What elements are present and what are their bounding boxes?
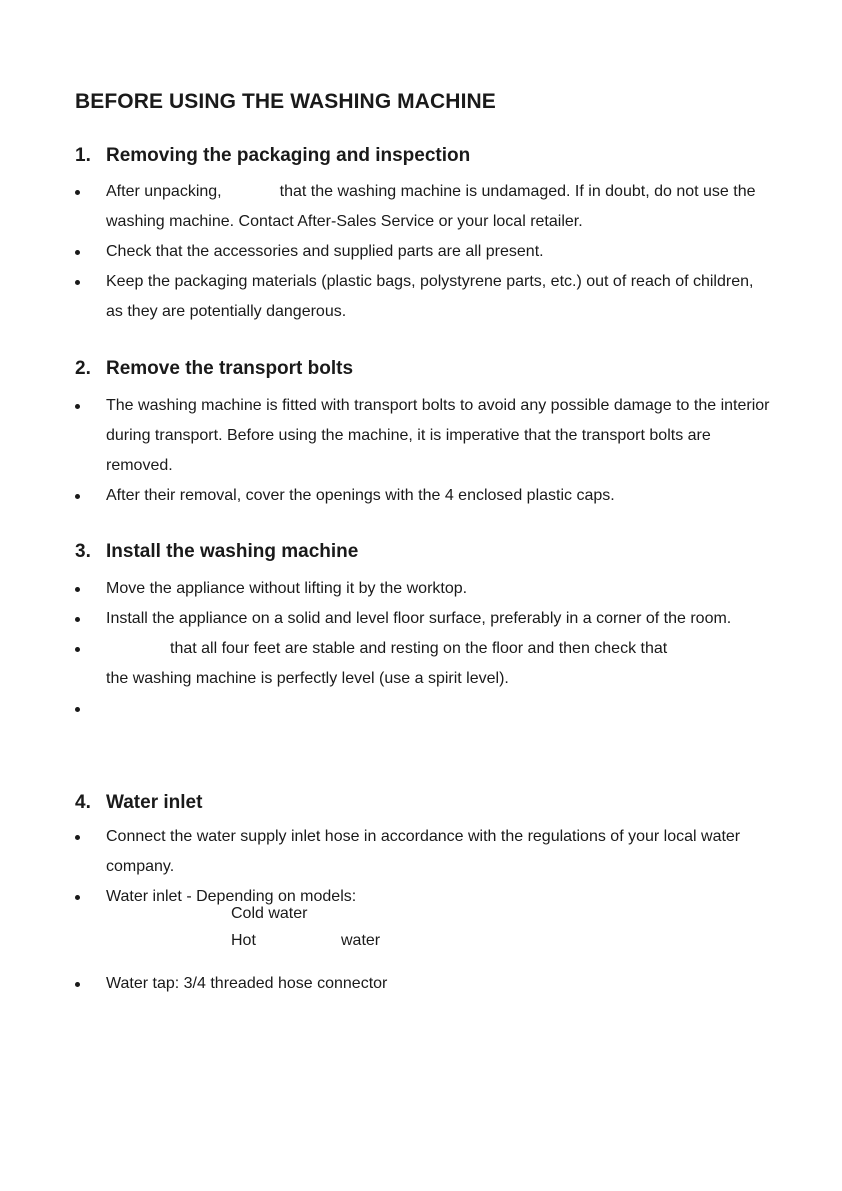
bullet-icon <box>75 190 80 195</box>
bullet-text: Keep the packaging materials (plastic bags, polystyrene parts, etc.) out of reach of children, as they are potentially dangerous. <box>106 273 754 320</box>
bullet-text: Water inlet - Depending on models: <box>106 888 357 905</box>
bullet-text: After their removal, cover the openings with the 4 enclosed plastic caps. <box>106 487 615 504</box>
list-item <box>75 574 795 604</box>
section-1 <box>75 145 795 327</box>
water-type-label-b: water <box>341 932 381 949</box>
section-number: 3. <box>75 541 91 562</box>
bullet-text-line2: the washing machine is perfectly level (use a spirit level). <box>106 670 509 687</box>
section-heading <box>75 541 795 571</box>
list-item <box>75 267 771 327</box>
section-heading <box>75 358 795 388</box>
water-type-label-a: Hot <box>231 932 256 949</box>
bullet-icon <box>75 404 80 409</box>
list-item <box>75 237 795 267</box>
section-title: Removing the packaging and inspection <box>106 145 471 166</box>
section-2 <box>75 358 795 511</box>
bullet-text: Water tap: 3/4 threaded hose connector <box>106 975 388 992</box>
bullet-icon <box>75 617 80 622</box>
section-3 <box>75 541 795 724</box>
section-heading <box>75 792 795 822</box>
list-item <box>75 634 795 694</box>
list-item-empty <box>75 694 795 724</box>
list-item <box>75 822 776 882</box>
page-title: BEFORE USING THE WASHING MACHINE <box>75 90 496 113</box>
bullet-icon <box>75 280 80 285</box>
bullet-text-start: After unpacking, <box>106 183 222 200</box>
bullet-icon <box>75 707 80 712</box>
bullet-text-line1: that all four feet are stable and resting on the floor and then check that <box>170 640 668 657</box>
list-item <box>75 481 795 511</box>
section-number: 4. <box>75 792 91 813</box>
bullet-icon <box>75 835 80 840</box>
section-number: 1. <box>75 145 91 166</box>
bullet-icon <box>75 587 80 592</box>
bullet-icon <box>75 982 80 987</box>
list-item <box>75 391 771 481</box>
section-heading <box>75 145 795 175</box>
section-number: 2. <box>75 358 91 379</box>
bullet-text: Connect the water supply inlet hose in accordance with the regulations of your local water company. <box>106 828 741 875</box>
bullet-icon <box>75 494 80 499</box>
bullet-icon <box>75 647 80 652</box>
list-item <box>75 969 795 999</box>
list-item <box>75 177 766 237</box>
bullet-text: Move the appliance without lifting it by the worktop. <box>106 580 468 597</box>
bullet-text: The washing machine is fitted with transport bolts to avoid any possible damage to the interior during transport. Before using the machine, it is imperative that the transport bolts are removed. <box>106 397 770 474</box>
water-type-cold <box>75 900 795 927</box>
bullet-text-end: that the washing machine is undamaged. If in doubt, do not use the washing machine. Contact After-Sales Service or your local retailer. <box>106 183 756 230</box>
list-item <box>75 604 771 634</box>
water-type-label: Cold water <box>231 905 308 922</box>
section-title: Water inlet <box>106 792 203 813</box>
section-4 <box>75 792 795 999</box>
water-type-hot <box>75 927 795 954</box>
bullet-text: Check that the accessories and supplied parts are all present. <box>106 243 544 260</box>
section-title: Remove the transport bolts <box>106 358 354 379</box>
section-title: Install the washing machine <box>106 541 359 562</box>
bullet-icon <box>75 250 80 255</box>
bullet-text: Install the appliance on a solid and level floor surface, preferably in a corner of the room. <box>106 610 732 627</box>
